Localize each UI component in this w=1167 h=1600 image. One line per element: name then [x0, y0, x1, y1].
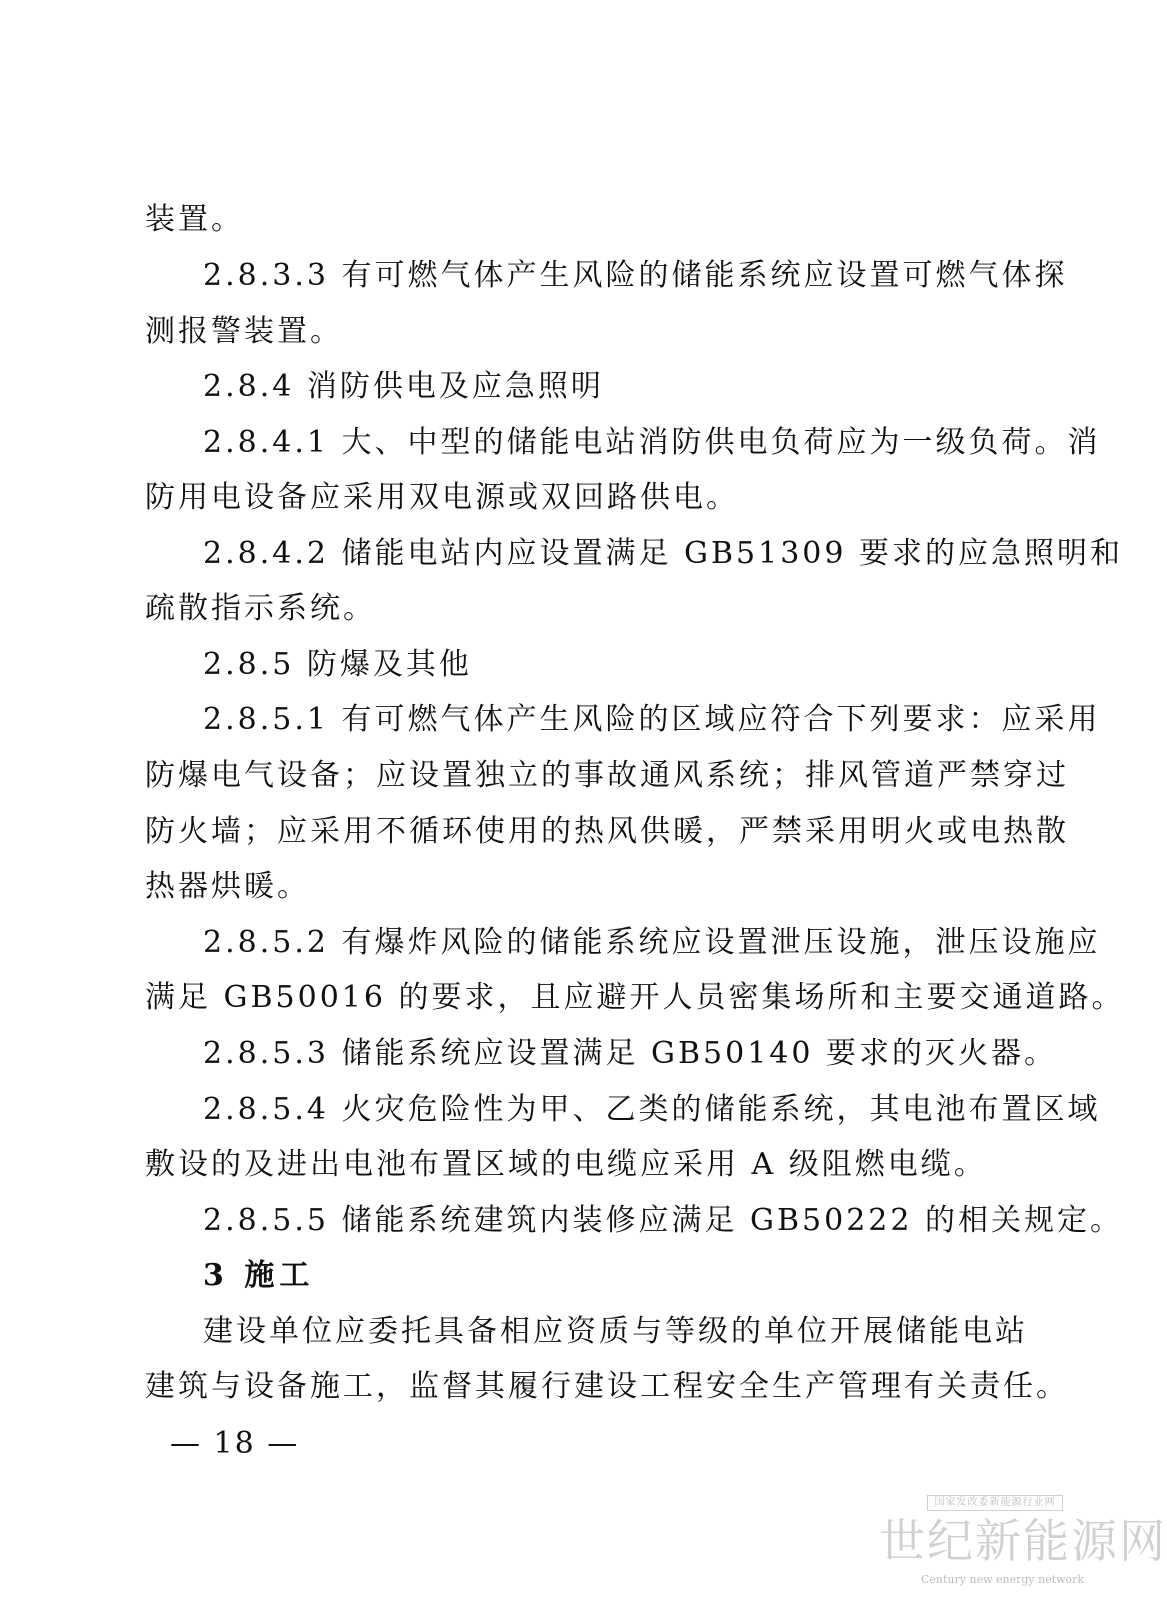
text-line: 2.8.5.5 储能系统建筑内装修应满足 GB50222 的相关规定。 — [203, 1203, 1124, 1238]
text-line: 2.8.5.4 火灾危险性为甲、乙类的储能系统，其电池布置区域 — [203, 1092, 1101, 1127]
text-line: 防用电设备应采用双电源或双回路供电。 — [145, 480, 739, 515]
text-line: 2.8.5.1 有可燃气体产生风险的区域应符合下列要求：应采用 — [203, 702, 1101, 737]
section-heading: 2.8.5 防爆及其他 — [203, 647, 472, 682]
watermark-top-text: 国家发改委新能源行业网 — [927, 1495, 1063, 1511]
text-line: 2.8.4.2 储能电站内应设置满足 GB51309 要求的应急照明和 — [203, 536, 1124, 571]
text-line: 建筑与设备施工，监督其履行建设工程安全生产管理有关责任。 — [145, 1369, 1069, 1404]
text-line: 防火墙；应采用不循环使用的热风供暖，严禁采用明火或电热散 — [145, 814, 1069, 849]
text-line: 装置。 — [145, 202, 244, 237]
chapter-heading: 3 施工 — [203, 1258, 315, 1293]
watermark-main-text: 世纪新能源网 — [879, 1514, 1167, 1568]
watermark-sub-text: Century new energy network — [921, 1573, 1085, 1586]
text-line: 2.8.3.3 有可燃气体产生风险的储能系统应设置可燃气体探 — [203, 258, 1068, 293]
page-number: — 18 — — [170, 1426, 300, 1461]
text-line: 防爆电气设备；应设置独立的事故通风系统；排风管道严禁穿过 — [145, 758, 1069, 793]
text-line: 敷设的及进出电池布置区域的电缆应采用 A 级阻燃电缆。 — [145, 1147, 987, 1182]
section-heading: 2.8.4 消防供电及应急照明 — [203, 369, 604, 404]
text-line: 测报警装置。 — [145, 314, 343, 349]
text-line: 2.8.4.1 大、中型的储能电站消防供电负荷应为一级负荷。消 — [203, 425, 1101, 460]
text-line: 2.8.5.2 有爆炸风险的储能系统应设置泄压设施，泄压设施应 — [203, 925, 1101, 960]
text-line: 2.8.5.3 储能系统应设置满足 GB50140 要求的灭火器。 — [203, 1036, 1058, 1071]
text-line: 热器烘暖。 — [145, 869, 310, 904]
text-line: 满足 GB50016 的要求，且应避开人员密集场所和主要交通道路。 — [145, 980, 1125, 1015]
text-line: 建设单位应委托具备相应资质与等级的单位开展储能电站 — [203, 1314, 1028, 1349]
text-line: 疏散指示系统。 — [145, 591, 376, 626]
watermark-logo — [875, 1495, 1167, 1595]
